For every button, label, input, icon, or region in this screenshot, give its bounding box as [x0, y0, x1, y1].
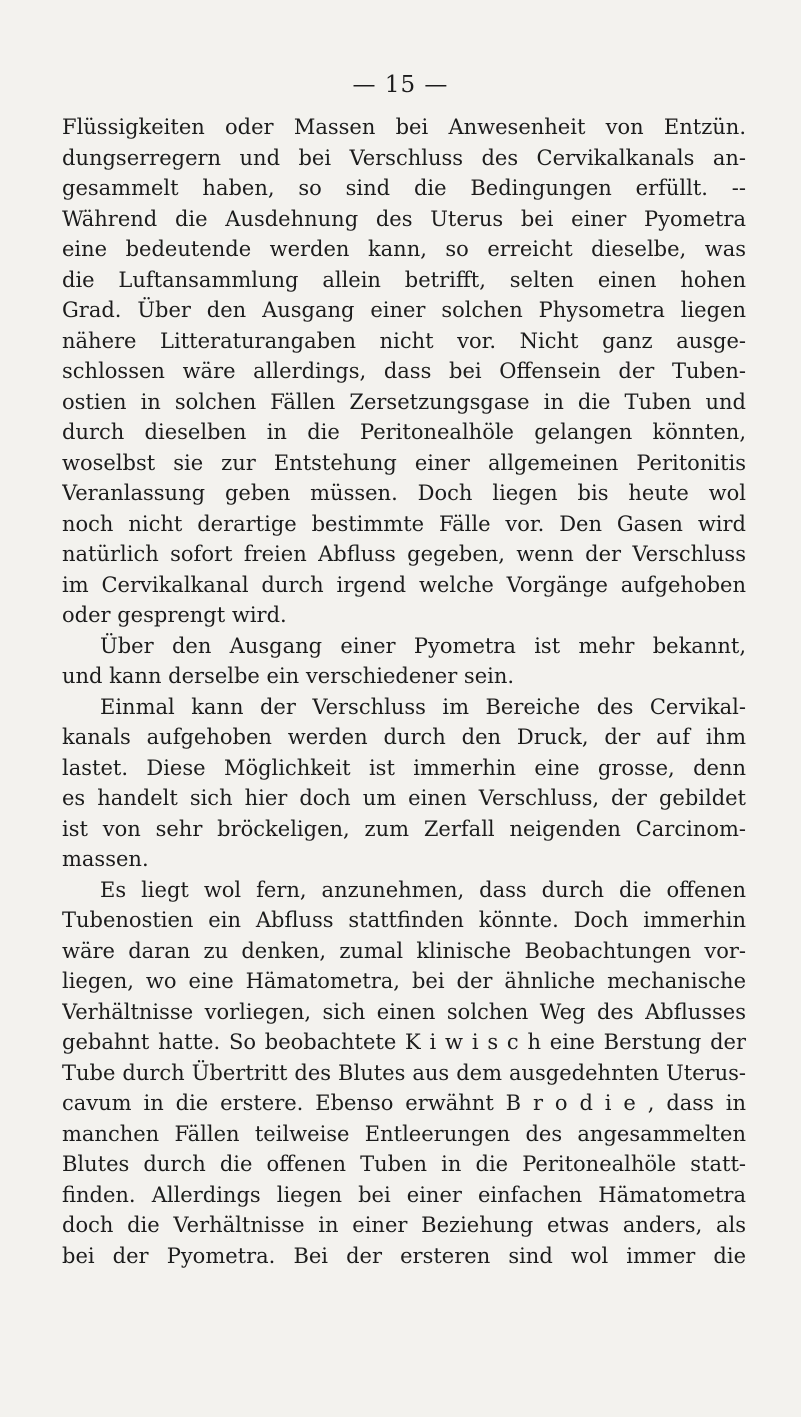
- text-line: Einmal kann der Verschluss im Bereiche des Cervikal-: [100, 694, 746, 719]
- text-line: oder gesprengt wird.: [62, 603, 287, 627]
- text-line: Grad. Über den Ausgang einer solchen Physometra liegen: [62, 298, 746, 322]
- text-line: und kann derselbe ein verschiedener sein.: [62, 664, 515, 688]
- text-line: gesammelt haben, so sind die Bedingungen erfüllt. --: [62, 176, 746, 200]
- text-line: Tubenostien ein Abfluss stattfinden könnte. Doch immerhin: [62, 908, 746, 932]
- text-line: Verhältnisse vorliegen, sich einen solchen Weg des Abflusses: [62, 999, 746, 1024]
- page-number: — 15 —: [352, 72, 449, 98]
- text-line: ostien in solchen Fällen Zersetzungsgase in die Tuben und: [62, 389, 746, 414]
- text-line: schlossen wäre allerdings, dass bei Offensein der Tuben-: [62, 359, 746, 383]
- text-line: massen.: [62, 847, 149, 871]
- text-line: Über den Ausgang einer Pyometra ist mehr bekannt,: [100, 633, 746, 658]
- text-line: ist von sehr bröckeligen, zum Zerfall neigenden Carcinom-: [62, 816, 746, 841]
- text-line: Tube durch Übertritt des Blutes aus dem ausgedehnten Uterus-: [62, 1060, 746, 1085]
- text-line: durch dieselben in die Peritonealhöle gelangen könnten,: [62, 420, 746, 444]
- text-line: eine bedeutende werden kann, so erreicht dieselbe, was: [62, 237, 746, 261]
- text-line: manchen Fällen teilweise Entleerungen des angesammelten: [62, 1121, 746, 1146]
- text-line: lastet. Diese Möglichkeit ist immerhin eine grosse, denn: [62, 755, 746, 780]
- body-text: [62, 112, 746, 1271]
- text-line: Es liegt wol fern, anzunehmen, dass durch die offenen: [100, 877, 746, 902]
- text-line: noch nicht derartige bestimmte Fälle vor. Den Gasen wird: [62, 511, 746, 536]
- text-line: natürlich sofort freien Abfluss gegeben, wenn der Verschluss: [62, 542, 746, 566]
- text-line: kanals aufgehoben werden durch den Druck, der auf ihm: [62, 725, 746, 749]
- text-line: wäre daran zu denken, zumal klinische Beobachtungen vor-: [62, 938, 746, 963]
- text-line: im Cervikalkanal durch irgend welche Vorgänge aufgehoben: [62, 572, 746, 597]
- text-line: gebahnt hatte. So beobachtete K i w i s c h eine Berstung der: [62, 1030, 746, 1054]
- text-line: bei der Pyometra. Bei der ersteren sind wol immer die: [62, 1243, 746, 1268]
- text-line: liegen, wo eine Hämatometra, bei der ähnliche mechanische: [62, 969, 746, 993]
- text-line: nähere Litteraturangaben nicht vor. Nicht ganz ausge-: [62, 328, 746, 353]
- text-line: woselbst sie zur Entstehung einer allgemeinen Peritonitis: [62, 450, 746, 475]
- text-line: finden. Allerdings liegen bei einer einfachen Hämatometra: [62, 1182, 746, 1207]
- text-line: dungserregern und bei Verschluss des Cervikalkanals an-: [62, 145, 746, 170]
- text-line: die Luftansammlung allein betrifft, selten einen hohen: [62, 267, 746, 292]
- text-line: Flüssigkeiten oder Massen bei Anwesenheit von Entzün.: [62, 115, 746, 139]
- text-line: Veranlassung geben müssen. Doch liegen bis heute wol: [62, 481, 746, 505]
- text-line: doch die Verhältnisse in einer Beziehung etwas anders, als: [62, 1213, 746, 1237]
- text-line: Blutes durch die offenen Tuben in die Peritonealhöle statt-: [62, 1152, 746, 1176]
- text-line: es handelt sich hier doch um einen Verschluss, der gebildet: [62, 786, 746, 810]
- text-line: Während die Ausdehnung des Uterus bei einer Pyometra: [62, 206, 746, 231]
- text-line: cavum in die erstere. Ebenso erwähnt B r o d i e , dass in: [62, 1091, 746, 1115]
